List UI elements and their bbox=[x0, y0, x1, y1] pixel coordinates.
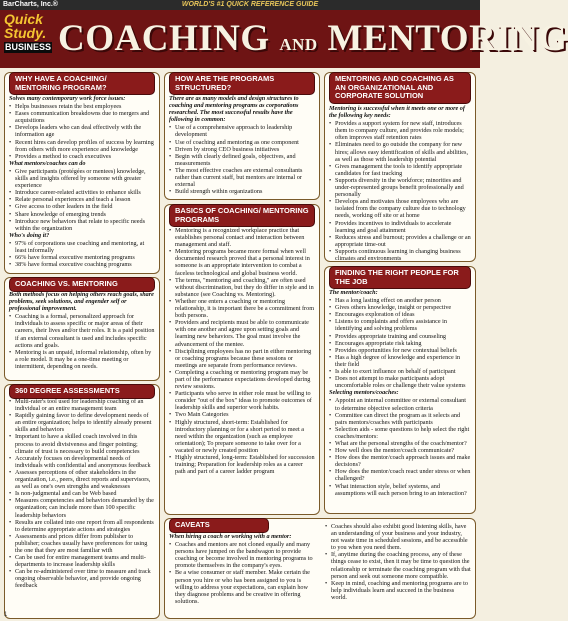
finding-list bbox=[329, 297, 471, 389]
caveats-section bbox=[164, 518, 476, 619]
list-item: • Recent hires can develop profiles of success by learning from others with more experience and knowledge bbox=[9, 139, 155, 153]
list-item: • Eases communication breakdowns due to mergers and acquisitions bbox=[9, 110, 155, 124]
list-item: • Provides opportunities for new contextual beliefs bbox=[329, 347, 471, 354]
list-item: • Coaches and mentors are not cloned equally and many persons have jumped on the bandwagon to provide coaching or become involved in mentoring programs to promote themselves in the company's eyes. bbox=[169, 541, 319, 569]
list-item: • Participants who serve in either role must be willing to consider "out of the box" ideas to promote outcomes of leadership skills and superior work habits. bbox=[169, 390, 315, 411]
list-item: • Build strength within organizations bbox=[169, 188, 315, 195]
list-item: • Provides appropriate training and counseling bbox=[329, 333, 471, 340]
list-item: • Introduce career-related activities to enhance skills bbox=[9, 189, 155, 196]
list-item: • Completing a coaching or mentoring program may be part of the performance expectations developed during review sessions. bbox=[169, 369, 315, 390]
title-word1: COACHING bbox=[58, 18, 270, 59]
list-item: • Appoint an internal committee or external consultant to determine objective selection criteria bbox=[329, 397, 471, 411]
basics-heading: BASICS OF COACHING/ MENTORING PROGRAMS bbox=[169, 204, 315, 227]
list-item: • Keep in mind, coaching and mentoring programs are to help individuals learn and succeed in the business world. bbox=[325, 580, 471, 601]
coach-vs-list bbox=[9, 313, 155, 370]
list-item: • Whether one enters a coaching or mentoring relationship, it is important there be a commitment from both persons. bbox=[169, 298, 315, 319]
strategy-lead: Mentoring is successful when it meets one or more of the following key needs: bbox=[329, 105, 465, 120]
list-item: • Highly structured, long-term: Established for succession training; Preparation for leadership roles as a career path and part of a career ladder program bbox=[169, 454, 315, 475]
quickstudy-logo bbox=[4, 12, 56, 62]
caveats-heading: CAVEATS bbox=[169, 518, 269, 533]
why-list bbox=[9, 103, 155, 160]
list-item: • Encourages exploration of ideas bbox=[329, 311, 471, 318]
list-item: • Disciplining employees has no part in either mentoring or coaching programs because these sessions or meetings are separate from performance reviews. bbox=[169, 348, 315, 369]
list-item: • Listens to complaints and offers assistance in identifying and solving problems bbox=[329, 318, 471, 332]
list-item: • Can be used for entire management teams and multi-departments to increase leadership skills bbox=[9, 554, 155, 568]
page-number: 1 bbox=[4, 612, 8, 618]
list-item: • Encourages appropriate risk taking bbox=[329, 340, 471, 347]
coach-vs-heading: COACHING VS. MENTORING bbox=[9, 277, 155, 292]
caveats-right-body bbox=[325, 523, 471, 615]
why-heading: WHY HAVE A COACHING/ MENTORING PROGRAM? bbox=[9, 72, 155, 95]
programs-body bbox=[169, 95, 315, 196]
header-banner bbox=[0, 0, 568, 68]
list-item: • Assessments and prices differ from publisher to publisher; coaches usually have preferences for using the one that they are most familiar with bbox=[9, 533, 155, 554]
list-item: • Selection aids - some questions to help select the right coaches/mentors: bbox=[329, 426, 471, 440]
logo-line3: BUSINESS bbox=[4, 42, 51, 52]
logo-line1: Quick bbox=[4, 11, 43, 27]
coach-vs-lead: Both methods focus on helping others reach goals, share problems, seek solutions, and engender self or professional improvement. bbox=[9, 291, 154, 313]
list-item: • Share knowledge of emerging trends bbox=[9, 211, 155, 218]
why-lead: Solves many contemporary work force issues: bbox=[9, 95, 126, 102]
list-item: • What interaction style, belief systems, and assumptions will each person bring to an interaction? bbox=[329, 483, 471, 497]
deg360-list bbox=[9, 398, 155, 590]
list-item: • Give participants (protégées or mentees) knowledge, skills and insights offered by someone with greater experience bbox=[9, 168, 155, 189]
why-lead2: What mentors/coaches can do bbox=[9, 159, 86, 167]
deg360-heading: 360 DEGREE ASSESSMENTS bbox=[9, 384, 155, 399]
title-word2: MENTORING bbox=[327, 18, 568, 59]
list-item: • Be a wise consumer or staff member. Make certain the person you hire or who has been assigned to you is willing to address your expectations, can explain how they diagnose problems and be creative in offering solutions. bbox=[169, 569, 319, 604]
programs-section bbox=[164, 72, 320, 200]
why-list3 bbox=[9, 240, 155, 268]
list-item: • Multi-rater's tool used for leadership coaching of an individual or an entire management team bbox=[9, 398, 155, 412]
why-body bbox=[9, 95, 155, 270]
list-item: • Two Main Categories bbox=[169, 411, 315, 418]
list-item: • Give access to other leaders in the field bbox=[9, 203, 155, 210]
finding-heading: FINDING THE RIGHT PEOPLE FOR THE JOB bbox=[329, 266, 471, 289]
list-item: • Introduce new behaviors that relate to specific needs within the organization bbox=[9, 218, 155, 232]
list-item: • The most effective coaches are external consultants rather than current staff, but mentors are internal or external bbox=[169, 167, 315, 188]
list-item: • How does the mentor/coach approach issues and make decisions? bbox=[329, 454, 471, 468]
list-item: • Helps businesses retain the best employees bbox=[9, 103, 155, 110]
publisher-label: BarCharts, Inc.® bbox=[3, 1, 58, 8]
programs-lead: There are as many models and design structures to coaching and mentoring programs as corporations researched. The most successful results have the following in common: bbox=[169, 95, 299, 124]
list-item: • Provides a method to coach executives bbox=[9, 153, 155, 160]
list-item: • Provides incentives to individuals to accelerate learning and goal attainment bbox=[329, 220, 471, 234]
list-item: • 97% of corporations use coaching and mentoring, at least informally bbox=[9, 240, 155, 254]
finding-body bbox=[329, 289, 471, 510]
deg360-section bbox=[4, 384, 160, 619]
list-item: • Measures competencies and behaviors demanded by the organization; can include more than 100 specific leadership behaviors bbox=[9, 497, 155, 518]
list-item: • Coaching is a formal, personalized approach for individuals to assess specific or major areas of their careers, their lives and/or their roles. It is a paid position if an external consultant is used and includes specific actions and goals. bbox=[9, 313, 155, 348]
list-item: • How does the mentor/coach react under stress or when challenged? bbox=[329, 468, 471, 482]
list-item: • Has a high degree of knowledge and experience in their field bbox=[329, 354, 471, 368]
list-item: • Results are collated into one report from all respondents to determine appropriate actions and strategies bbox=[9, 519, 155, 533]
list-item: • Gives others knowledge, insight or perspective bbox=[329, 304, 471, 311]
list-item: • Reduces stress and burnout; provides a challenge or an appropriate time-out bbox=[329, 234, 471, 248]
list-item: • Accurately focuses on developmental needs of individuals with confidential and anonymous feedback bbox=[9, 455, 155, 469]
list-item: • The terms, "mentoring and coaching," are often used without discrimination, but they do differ in style and in substance (see Coaching vs. Mentoring). bbox=[169, 277, 315, 298]
list-item: • Eliminates need to go outside the company for new hires; allows easy identification of skills and abilities, as well as those with leadership potential bbox=[329, 141, 471, 162]
list-item: • Develops leaders who can deal effectively with the information age bbox=[9, 124, 155, 138]
list-item: • Supports continuous learning in changing business climates and environments bbox=[329, 248, 471, 262]
strategy-section bbox=[324, 72, 476, 262]
why-lead3: Who's doing it? bbox=[9, 231, 50, 239]
list-item: • If, anytime during the coaching process, any of these things cease to exist, then it may be time to question the relationship or terminate the coaching program with that person and seek out someone more compatible. bbox=[325, 551, 471, 579]
list-item: • Mentoring programs became more formal when well documented research proved that a personal interest in someone is an appropriate intervention to combat a faceless technological and global business world. bbox=[169, 248, 315, 276]
caveats-list-right bbox=[325, 523, 471, 601]
list-item: • What are the personal strengths of the coach/mentor? bbox=[329, 440, 471, 447]
list-item: • Important to have a skilled coach involved in this process to avoid divisiveness and finger pointing; climate of trust is necessary to build competencies bbox=[9, 433, 155, 454]
finding-section bbox=[324, 266, 476, 514]
basics-body bbox=[169, 227, 315, 511]
logo-line2: Study. bbox=[4, 25, 47, 41]
list-item: • Is able to exert influence on behalf of participant bbox=[329, 368, 471, 375]
list-item: • Mentoring is a recognized workplace practice that establishes personal contact and interaction between management and staff. bbox=[169, 227, 315, 248]
caveats-list bbox=[169, 541, 319, 605]
title-and: AND bbox=[279, 35, 318, 54]
list-item: • Can be re-administered over time to measure and track ongoing observable behavior, and provide ongoing feedback bbox=[9, 568, 155, 589]
list-item: • Driven by strong CEO business initiatives bbox=[169, 146, 315, 153]
list-item: • Use of a comprehensive approach to leadership development bbox=[169, 124, 315, 138]
list-item: • Highly structured, short-term: Established for introductory planning or for a short period to meet a need within the organization (such as employee orientation); To prepare someone to take over for a vacated or newly created position bbox=[169, 419, 315, 454]
list-item: • Rapidly gaining favor to define development needs of an entire organization; helps to identify already present skills and behaviors bbox=[9, 412, 155, 433]
finding-list2 bbox=[329, 397, 471, 496]
programs-list bbox=[169, 124, 315, 195]
programs-heading: HOW ARE THE PROGRAMS STRUCTURED? bbox=[169, 72, 315, 95]
list-item: • Does not attempt to make participants adopt uncomfortable roles or challenge their value systems bbox=[329, 375, 471, 389]
strategy-body bbox=[329, 105, 471, 262]
list-item: • Gives management the tools to identify appropriate candidates for fast tracking bbox=[329, 163, 471, 177]
finding-lead: The mentor/coach: bbox=[329, 289, 378, 296]
list-item: • Coaches should also exhibit good listening skills, have an understanding of your business and your industry, not waste time in scheduled sessions, and be accessible to you when you need them. bbox=[325, 523, 471, 551]
caveats-lead: When hiring a coach or working with a mentor: bbox=[169, 533, 292, 540]
list-item: • Mentoring is an unpaid, informal relationship, often by a role model. It may be a one-time meeting or intermittent, depending on needs. bbox=[9, 349, 155, 370]
finding-lead2: Selecting mentors/coaches: bbox=[329, 389, 399, 397]
list-item: • Assesses perceptions of other stakeholders in the organization, i.e., peers, direct reports and supervisors, as well as one's own strengths and weaknesses bbox=[9, 469, 155, 490]
tagline: WORLD'S #1 QUICK REFERENCE GUIDE bbox=[181, 1, 319, 8]
strategy-heading: MENTORING AND COACHING AS AN ORGANIZATIONAL AND CORPORATE SOLUTION bbox=[329, 72, 471, 104]
list-item: • Is non-judgmental and can be Web based bbox=[9, 490, 155, 497]
list-item: • Committee can direct the program as it selects and pairs mentors/coaches with participants bbox=[329, 412, 471, 426]
list-item: • Has a long lasting effect on another person bbox=[329, 297, 471, 304]
why-list2 bbox=[9, 168, 155, 232]
why-section bbox=[4, 72, 160, 274]
list-item: • Providers and recipients must be able to communicate with one another and agree upon setting goals and learning new behaviors. The goal must involve the advancement of the mentee. bbox=[169, 319, 315, 347]
list-item: • How well does the mentor/coach communicate? bbox=[329, 447, 471, 454]
basics-list bbox=[169, 227, 315, 475]
strategy-list bbox=[329, 120, 471, 262]
list-item: • Provides a support system for new staff, introduces them to company culture, and provides role models; often improves staff retention rates bbox=[329, 120, 471, 141]
list-item: • Supports diversity in the workforce; minorities and under-represented groups benefit professionally and personally bbox=[329, 177, 471, 198]
coach-vs-section bbox=[4, 277, 160, 381]
list-item: • Relate personal experiences and teach a lesson bbox=[9, 196, 155, 203]
page-title bbox=[58, 10, 568, 68]
list-item: • Develops and motivates those employees who are isolated from the company culture due to technology needs, working off site or at home bbox=[329, 198, 471, 219]
coach-vs-body bbox=[9, 291, 155, 377]
list-item: • Use of coaching and mentoring as one component bbox=[169, 139, 315, 146]
basics-section bbox=[164, 204, 320, 515]
deg360-body bbox=[9, 398, 155, 615]
list-item: • 38% have formal executive coaching programs bbox=[9, 261, 155, 268]
list-item: • 66% have formal executive mentoring programs bbox=[9, 254, 155, 261]
caveats-left-body bbox=[169, 533, 319, 615]
list-item: • Begin with clearly defined goals, objectives, and measurements bbox=[169, 153, 315, 167]
